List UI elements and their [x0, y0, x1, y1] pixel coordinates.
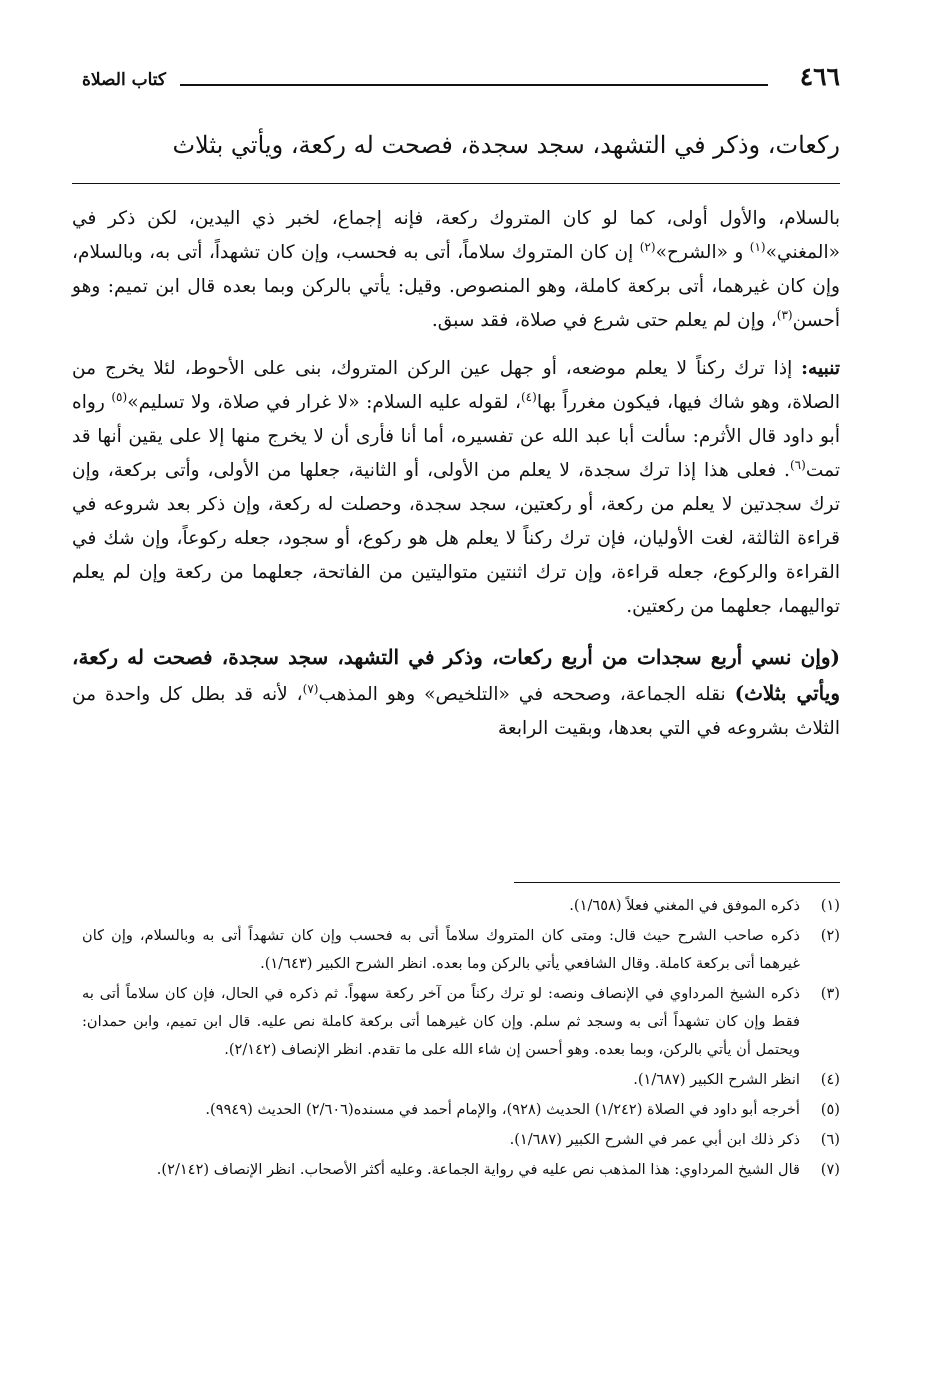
- footnote-text: ذكر ذلك ابن أبي عمر في الشرح الكبير (١/٦٨٧).: [509, 1131, 800, 1148]
- footnote: [82, 980, 840, 1064]
- footnote-number: (١): [820, 897, 840, 914]
- matn-rule: [72, 183, 840, 184]
- footnote-number: (٥): [820, 1101, 840, 1118]
- footnote-text: ذكره الشيخ المرداوي في الإنصاف ونصه: لو ترك ركناً من آخر ركعة سهواً. ثم ذكره في الحال، فإن كان سلاماً أتى به فقط وإن كان تشهداً أتى به وسجد ثم سلم. وإن كان غيرهما أتى بركعة كاملة نص عليه. قال ابن تميم، وابن حمدان: ويحتمل أن يأتي بالركن، وبما بعده. وهو أحسن إن شاء الله على ما تقدم. انظر الإنصاف (٢/١٤٢).: [82, 985, 800, 1058]
- footnote-ref-6: (٦): [789, 457, 806, 472]
- footnote-number: (٢): [820, 927, 840, 944]
- matn-text: ركعات، وذكر في التشهد، سجد سجدة، فصحت له ركعة، ويأتي بثلاث: [172, 131, 840, 159]
- footnote-ref-7: (٧): [302, 681, 319, 696]
- book-title: كتاب الصلاة: [82, 70, 167, 90]
- footnote-text: قال الشيخ المرداوي: هذا المذهب نص عليه في رواية الجماعة. وعليه أكثر الأصحاب. انظر الإنصاف (٢/١٤٢).: [156, 1161, 800, 1178]
- text: بالسلام، والأول أولى، كما لو كان المتروك ركعة، فإنه إجماع، لخبر ذي اليدين، لكن ذكر في «المغني»: [72, 208, 841, 263]
- footnote-ref-1: (١): [749, 239, 766, 254]
- header-rule: [180, 84, 768, 86]
- footnote-ref-4: (٤): [520, 389, 537, 404]
- footnote-ref-5: (٥): [111, 389, 128, 404]
- text: و «الشرح»: [655, 242, 750, 263]
- paragraph-3: [72, 640, 840, 746]
- paragraph-tanbih: [72, 352, 840, 624]
- footnote: [82, 1096, 840, 1124]
- footnote: [82, 1126, 840, 1154]
- footnote-number: (٣): [820, 985, 840, 1002]
- text: ، لأنه قد بطل كل واحدة من الثلاث بشروعه في التي بعدها، وبقيت الرابعة: [72, 684, 840, 739]
- text: ، لقوله عليه السلام: «لا غرار في صلاة، ولا تسليم»: [127, 392, 521, 413]
- commentary-body: [72, 202, 840, 746]
- text: إن كان المتروك سلاماً، أتى به فحسب، وإن كان تشهداً، أتى به، وبالسلام، وإن كان غيرهما، أتى بركعة كاملة، وهو المنصوص. وقيل: يأتي بالركن وبما بعده قال ابن تميم: وهو أحسن: [72, 242, 840, 331]
- footnote: [82, 1066, 840, 1094]
- text: رواه أبو داود قال الأثرم: سألت أبا عبد الله عن تفسيره، أما أنا فأرى أن لا يخرج منها إلا على يقين أنها قد تمت: [72, 392, 840, 481]
- footnote-number: (٧): [820, 1161, 840, 1178]
- paragraph-1: [72, 202, 840, 338]
- footnote-ref-2: (٢): [639, 239, 656, 254]
- footnote: [82, 1156, 840, 1184]
- footnote-ref-3: (٣): [776, 307, 793, 322]
- text: إذا ترك ركناً لا يعلم موضعه، أو جهل عين الركن المتروك، بنى على الأحوط، لئلا يخرج من الصلاة، وهو شاك فيها، فيكون مغرراً بها: [72, 358, 840, 413]
- footnote-text: ذكره صاحب الشرح حيث قال: ومتى كان المتروك سلاماً أتى به فحسب وإن كان تشهداً أتى به وبالسلام، وإن كان غيرهما أتى بركعة كاملة. وقال الشافعي يأتي بالركن وما بعده. انظر الشرح الكبير (١/٦٤٣).: [82, 927, 800, 972]
- text: ، وإن لم يعلم حتى شرع في صلاة، فقد سبق.: [431, 310, 777, 331]
- footnote-number: (٦): [820, 1131, 840, 1148]
- footnote-number: (٤): [820, 1071, 840, 1088]
- footnote: [82, 892, 840, 920]
- footnote-text: ذكره الموفق في المغني فعلاً (١/٦٥٨).: [569, 897, 800, 914]
- footnote-text: أخرجه أبو داود في الصلاة (١/٢٤٢) الحديث (٩٢٨)، والإمام أحمد في مسنده(٢/٦٠٦) الحديث (٩٩٤٩).: [205, 1101, 800, 1118]
- text: . فعلى هذا إذا ترك سجدة، لا يعلم من الأولى، أو الثانية، جعلها من الأولى، وأتى بركعة، وإن ترك سجدتين لا يعلم من ركعة، أو ركعتين، سجد سجدة، وحصلت له ركعة، وإن ذكر بعد شروعه في قراءة الثالثة، لغت الأوليان، فإن ترك ركناً لا يعلم هل هو ركوع، أو سجود، جعله ركوعاً، وإن شك في القراءة والركوع، جعله قراءة، وإن ترك اثنتين متواليتين من الفاتحة، جعلهما من ركعة وإن لم يعلم تواليهما، جعلهما من ركعتين.: [72, 460, 840, 617]
- matn-quote: (وإن نسي أربع سجدات من أربع ركعات، وذكر في التشهد، سجد سجدة، فصحت له ركعة، ويأتي بثلاث): [72, 645, 840, 705]
- running-header: [82, 62, 840, 96]
- footnote-rule: [514, 882, 840, 883]
- tanbih-lead: تنبيه:: [801, 358, 840, 379]
- footnotes: [82, 892, 840, 1186]
- footnote-text: انظر الشرح الكبير (١/٦٨٧).: [633, 1071, 800, 1088]
- page-number: ٤٦٦: [799, 62, 840, 91]
- text: نقله الجماعة، وصححه في «التلخيص» وهو المذهب: [318, 684, 735, 705]
- footnote: [82, 922, 840, 978]
